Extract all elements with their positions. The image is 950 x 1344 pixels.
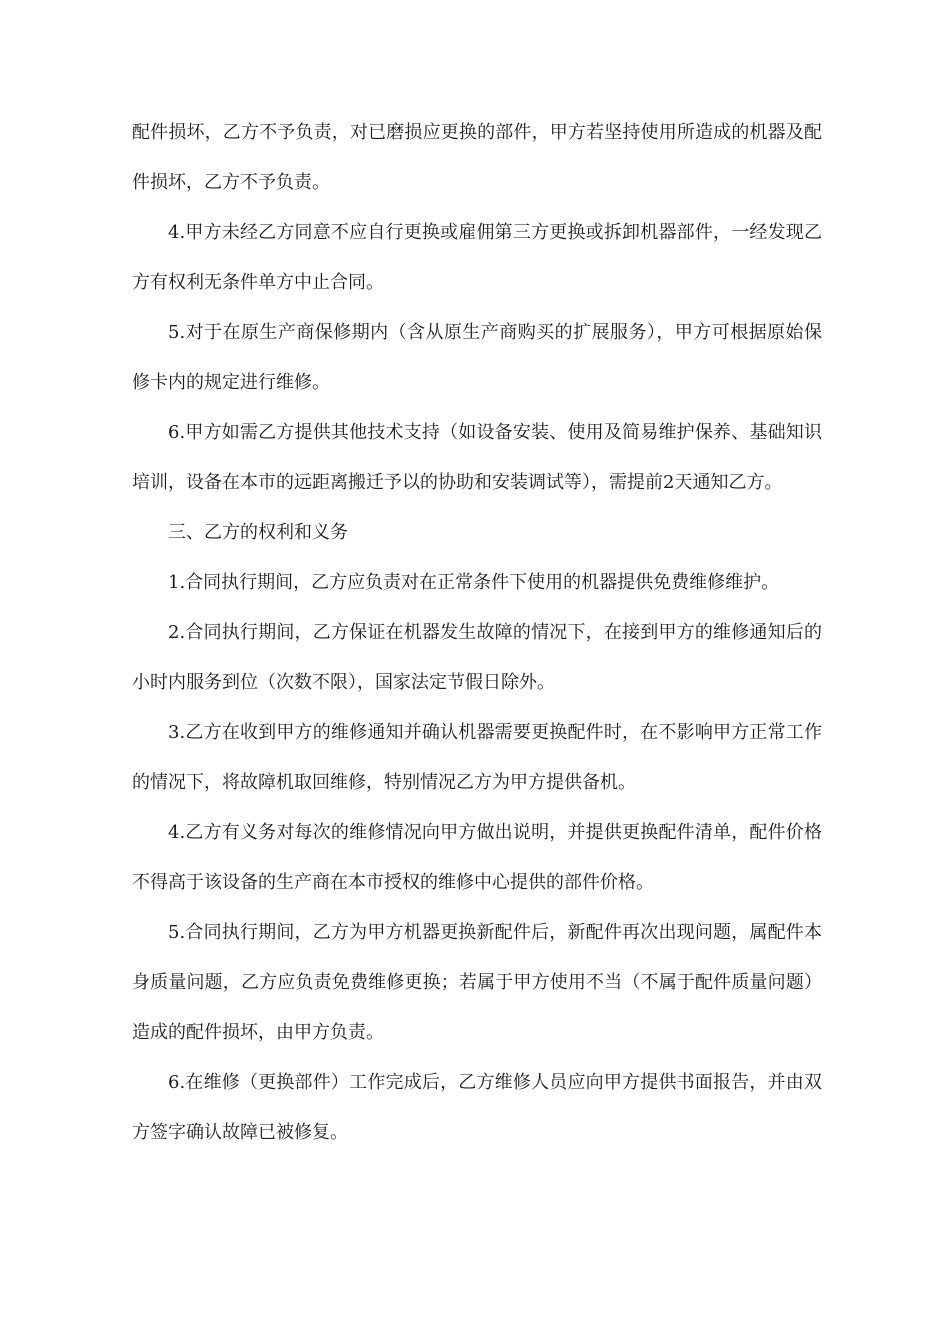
paragraph-party-b-clause-3: 3.乙方在收到甲方的维修通知并确认机器需要更换配件时，在不影响甲方正常工作的情况下，将故障机取回维修，特别情况乙方为甲方提供备机。	[132, 722, 822, 793]
paragraph-party-a-clause-4: 4.甲方未经乙方同意不应自行更换或雇佣第三方更换或拆卸机器部件，一经发现乙方有权利无条件单方中止合同。	[132, 222, 822, 293]
section-heading-party-b: 三、乙方的权利和义务	[168, 522, 348, 543]
paragraph-party-b-clause-5: 5.合同执行期间，乙方为甲方机器更换新配件后，新配件再次出现问题，属配件本身质量问题，乙方应负责免费维修更换；若属于甲方使用不当（不属于配件质量问题）造成的配件损坏，由甲方负责。	[132, 922, 822, 1043]
paragraph-party-b-clause-2: 2.合同执行期间，乙方保证在机器发生故障的情况下，在接到甲方的维修通知后的小时内服务到位（次数不限），国家法定节假日除外。	[132, 622, 822, 693]
paragraph-continuation: 配件损坏，乙方不予负责，对已磨损应更换的部件，甲方若坚持使用所造成的机器及配件损坏，乙方不予负责。	[132, 122, 822, 193]
paragraph-party-b-clause-1: 1.合同执行期间，乙方应负责对在正常条件下使用的机器提供免费维修维护。	[168, 572, 780, 593]
paragraph-party-a-clause-6: 6.甲方如需乙方提供其他技术支持（如设备安装、使用及简易维护保养、基础知识培训，设备在本市的远距离搬迁予以的协助和安装调试等），需提前2天通知乙方。	[132, 422, 822, 493]
paragraph-party-b-clause-4: 4.乙方有义务对每次的维修情况向甲方做出说明，并提供更换配件清单，配件价格不得高于该设备的生产商在本市授权的维修中心提供的部件价格。	[132, 822, 822, 893]
paragraph-party-a-clause-5: 5.对于在原生产商保修期内（含从原生产商购买的扩展服务），甲方可根据原始保修卡内的规定进行维修。	[132, 322, 822, 393]
document-body	[132, 108, 822, 1158]
paragraph-party-b-clause-6: 6.在维修（更换部件）工作完成后，乙方维修人员应向甲方提供书面报告，并由双方签字确认故障已被修复。	[132, 1072, 822, 1143]
